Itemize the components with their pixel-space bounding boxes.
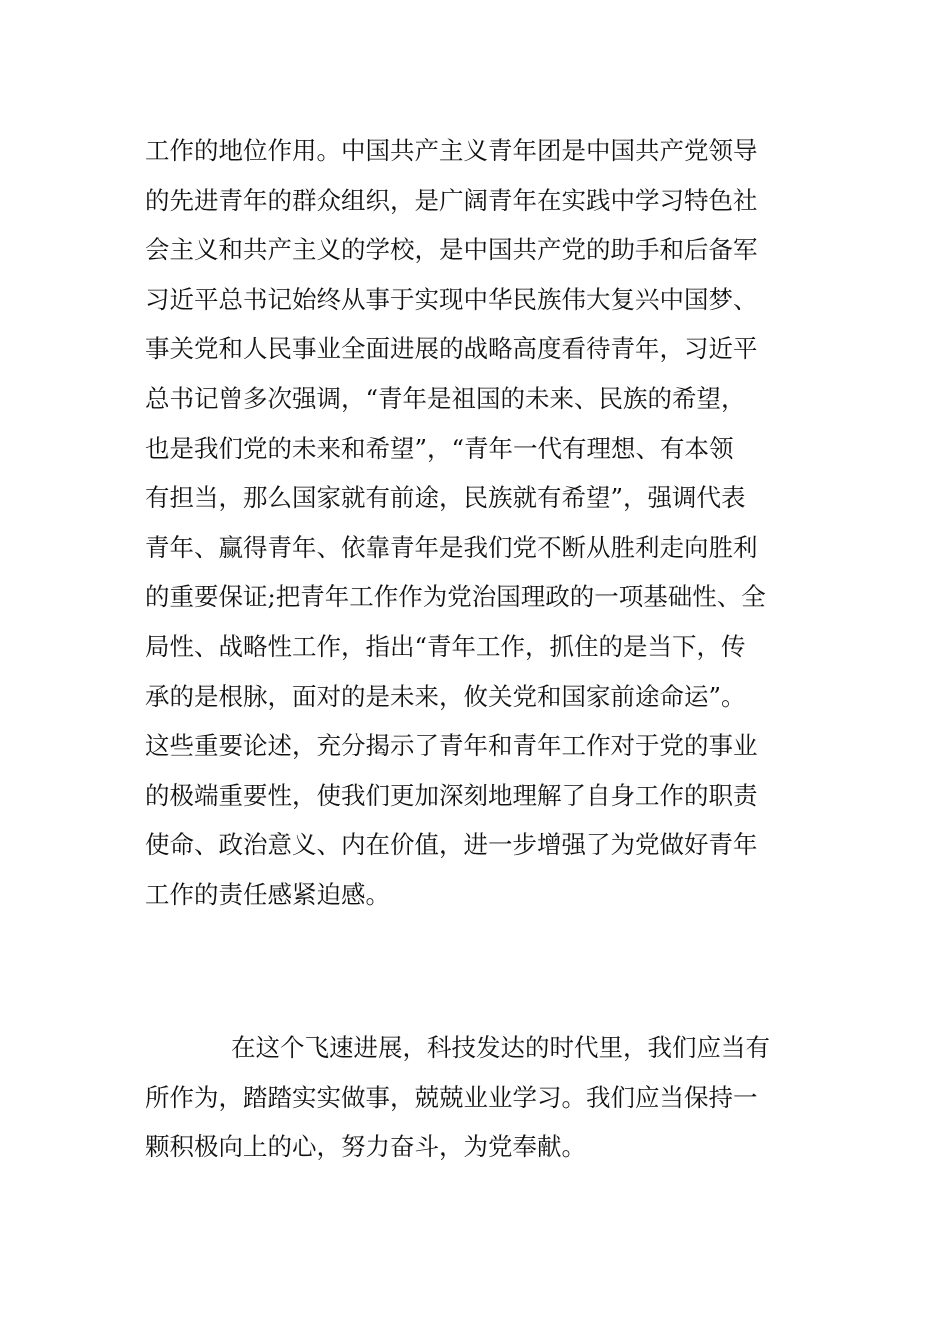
text-line: 有担当，那么国家就有前途，民族就有希望”，强调代表	[145, 483, 746, 513]
text-line: 颗积极向上的心，努力奋斗，为党奉献。	[145, 1132, 586, 1162]
text-line: 工作的责任感紧迫感。	[145, 879, 390, 909]
text-line: 习近平总书记始终从事于实现中华民族伟大复兴中国梦、	[145, 284, 758, 314]
text-line: 的极端重要性，使我们更加深刻地理解了自身工作的职责	[145, 780, 758, 810]
text-line-indented: 在这个飞速进展，科技发达的时代里，我们应当有	[231, 1033, 770, 1062]
paragraph-1	[145, 126, 825, 920]
text-line: 承的是根脉，面对的是未来，攸关党和国家前途命运”。	[145, 681, 746, 711]
text-line: 这些重要论述，充分揭示了青年和青年工作对于党的事业	[145, 731, 758, 761]
text-line: 也是我们党的未来和希望”，“青年一代有理想、有本领	[145, 433, 734, 463]
text-line: 所作为，踏踏实实做事，兢兢业业学习。我们应当保持一	[145, 1082, 758, 1112]
paragraph-2	[145, 1023, 825, 1172]
text-line: 青年、赢得青年、依靠青年是我们党不断从胜利走向胜利	[145, 532, 758, 562]
text-line: 的重要保证;把青年工作作为党治国理政的一项基础性、全	[145, 582, 766, 612]
text-line: 事关党和人民事业全面进展的战略高度看待青年，习近平	[145, 334, 758, 364]
text-line: 会主义和共产主义的学校，是中国共产党的助手和后备军	[145, 235, 758, 265]
text-line: 的先进青年的群众组织，是广阔青年在实践中学习特色社	[145, 185, 758, 215]
text-line: 工作的地位作用。中国共产主义青年团是中国共产党领导	[145, 136, 758, 165]
text-line: 局性、战略性工作，指出“青年工作，抓住的是当下，传	[145, 631, 746, 661]
text-line: 总书记曾多次强调，“青年是祖国的未来、民族的希望，	[145, 383, 746, 413]
text-line: 使命、政治意义、内在价值，进一步增强了为党做好青年	[145, 830, 758, 860]
